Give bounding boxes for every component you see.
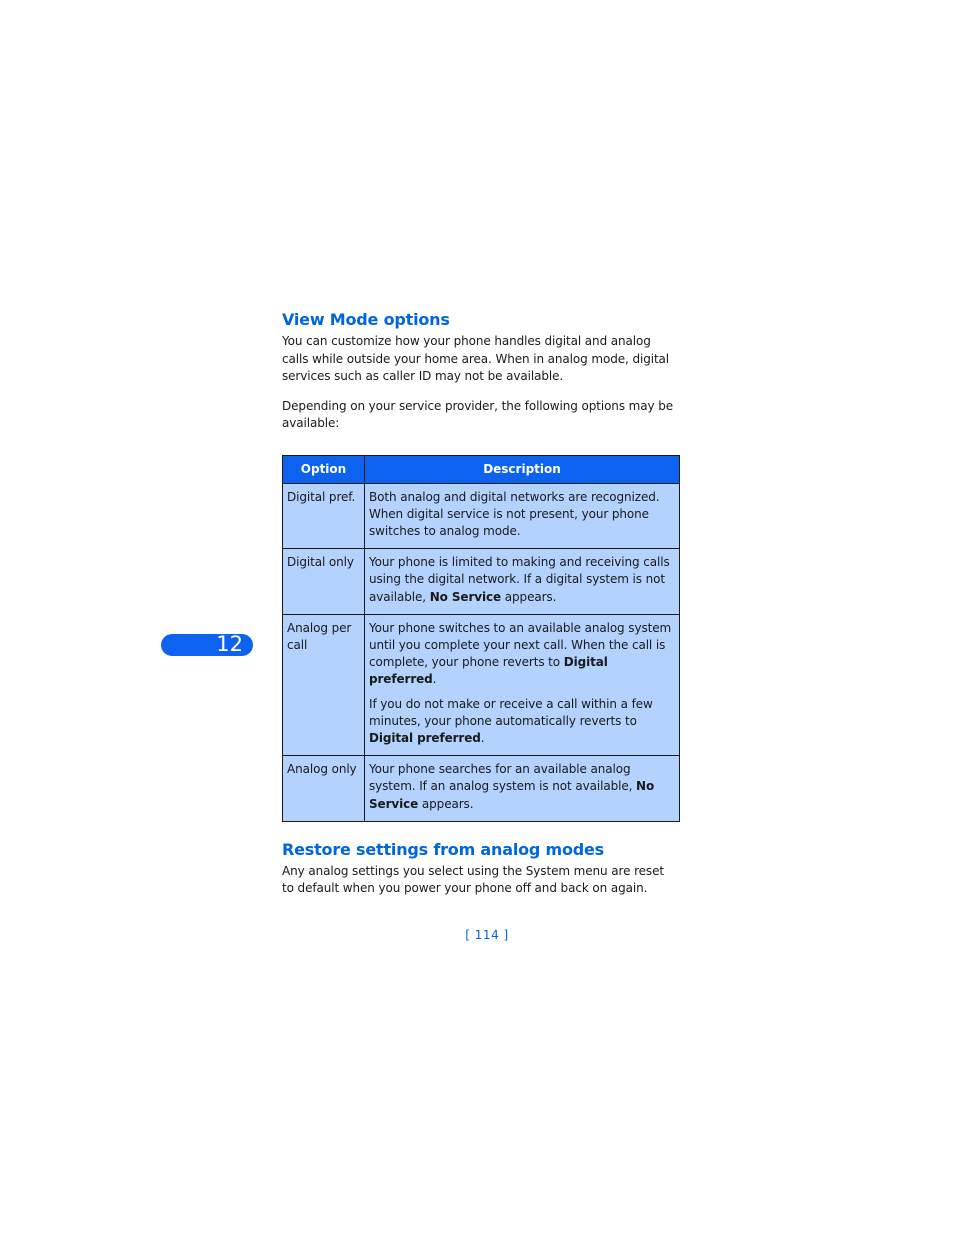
column-header-option: Option [283,455,365,483]
description-cell [365,614,680,755]
view-mode-heading: View Mode options [282,310,450,329]
description-text [369,696,675,748]
column-header-description: Description [365,455,680,483]
description-text [369,554,675,606]
option-cell: Analog only [283,756,365,822]
description-text-part: appears. [418,796,474,811]
table-row [283,483,680,549]
description-emphasis: No Service [369,779,655,811]
description-cell [365,756,680,822]
page-number: [ 114 ] [465,928,509,942]
description-text-part: If you do not make or receive a call within a few minutes, your phone automatically reverts to [369,696,653,728]
restore-body: Any analog settings you select using the System menu are reset to default when you power your phone off and back on again. [282,863,664,896]
table-row [283,614,680,755]
chapter-tab [161,634,253,656]
option-cell: Analog per call [283,614,365,755]
description-text-part: appears. [501,589,557,604]
description-text-part: Your phone switches to an available analog system until you complete your next call. When the call is complete, your phone reverts to [369,620,672,670]
option-cell: Digital pref. [283,483,365,549]
table-row [283,756,680,822]
description-text-part: . [432,672,437,687]
restore-heading: Restore settings from analog modes [282,839,605,859]
view-mode-intro: You can customize how your phone handles digital and analog calls while outside your home area. When in analog mode, digital services such as caller ID may not be available. [282,334,670,383]
description-emphasis: No Service [429,589,502,604]
option-cell: Digital only [283,549,365,615]
chapter-number: 12 [216,632,243,656]
description-text: Both analog and digital networks are recognized. When digital service is not present, your phone switches to analog mode. [369,489,660,538]
description-text [369,761,675,813]
description-text-part: Your phone is limited to making and receiving calls using the digital network. If a digital system is not available, [369,555,670,604]
table-header-row [283,455,680,483]
description-cell [365,483,680,549]
options-table [282,455,680,822]
description-emphasis: Digital preferred [369,730,481,745]
view-mode-availability-note: Depending on your service provider, the following options may be available: [282,398,674,430]
description-cell [365,549,680,615]
table-row [283,549,680,615]
description-text-part: Your phone searches for an available analog system. If an analog system is not available, [369,762,637,794]
description-text-part: . [480,730,485,745]
description-text [369,620,675,689]
description-emphasis: Digital preferred [369,655,608,687]
page-content [282,310,679,898]
